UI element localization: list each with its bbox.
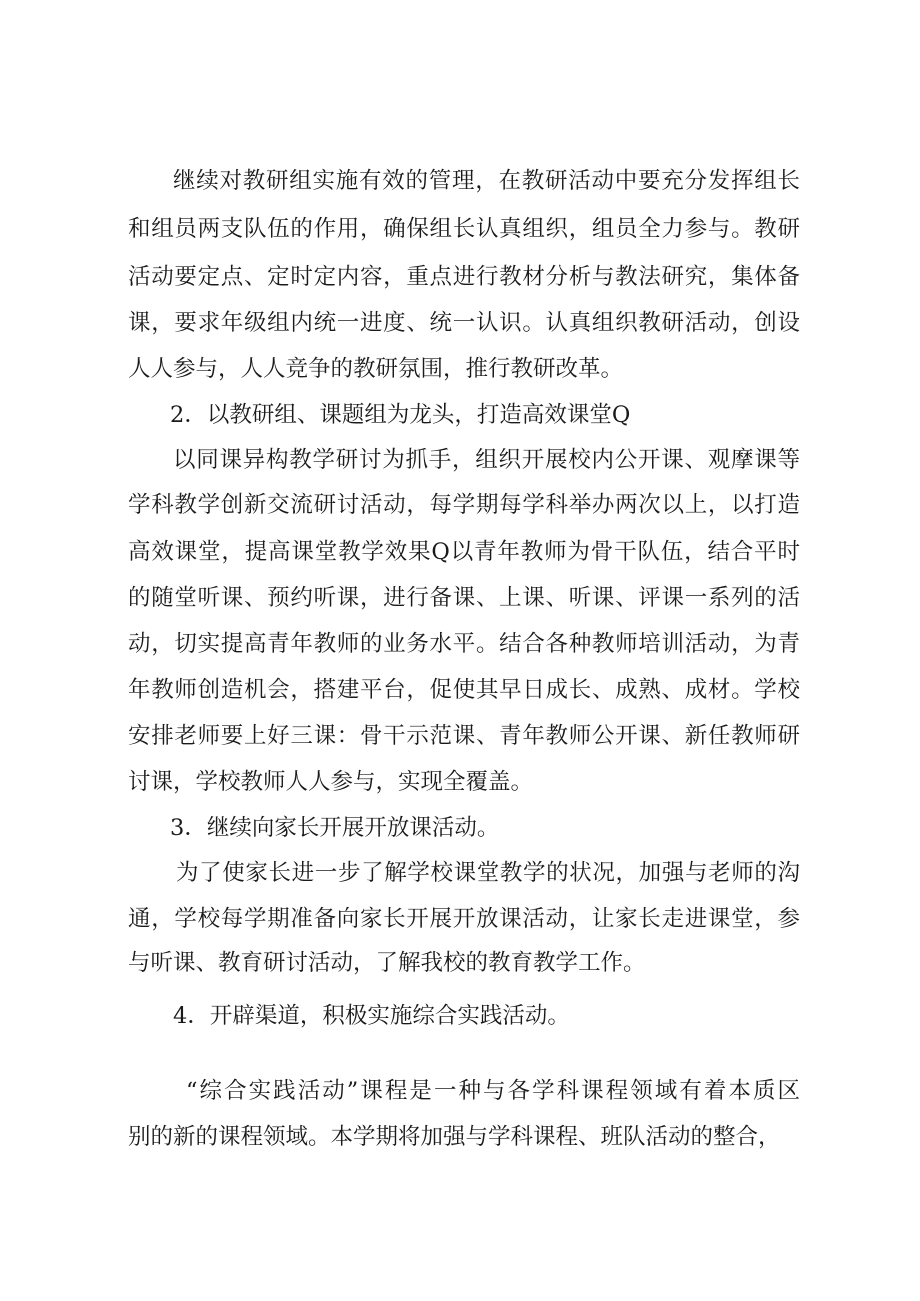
paragraph-2-line-8: 讨课，学校教师人人参与，实现全覆盖。: [128, 769, 534, 795]
paragraph-2-line-2: 学科教学创新交流研讨活动，每学期每学科举办两次以上，以打造: [128, 492, 800, 518]
paragraph-2-line-4: 的随堂听课、预约听课，进行备课、上课、听课、评课一系列的活: [128, 585, 800, 611]
paragraph-2-line-1: 以同课异构教学研讨为抓手，组织开展校内公开课、观摩课等: [173, 447, 800, 473]
paragraph-3-line-2: 通，学校每学期准备向家长开展开放课活动，让家长走进课堂，参: [128, 906, 800, 932]
paragraph-3-line-3: 与听课、教育研讨活动，了解我校的教育教学工作。: [128, 950, 646, 976]
paragraph-2-line-7: 安排老师要上好三课：骨干示范课、青年教师公开课、新任教师研: [128, 723, 800, 749]
paragraph-3-line-1: 为了使家长进一步了解学校课堂教学的状况，加强与老师的沟: [176, 860, 800, 886]
paragraph-1-line-3: 活动要定点、定时定内容，重点进行教材分析与教法研究，集体备: [128, 264, 800, 290]
paragraph-2-line-6: 年教师创造机会，搭建平台，促使其早日成长、成熟、成材。学校: [128, 677, 800, 703]
paragraph-1-line-5: 人人参与，人人竞争的教研氛围，推行教研改革。: [128, 356, 624, 382]
paragraph-1-line-4: 课，要求年级组内统一进度、统一认识。认真组织教研活动，创设: [128, 310, 800, 336]
paragraph-4-line-1: “综合实践活动”课程是一种与各学科课程领域有着本质区: [186, 1078, 800, 1104]
paragraph-4-line-2: 别的新的课程领域。本学期将加强与学科课程、班队活动的整合，: [128, 1124, 781, 1150]
section-heading-2: 2．以教研组、课题组为龙头，打造高效课堂Q: [170, 402, 631, 428]
section-heading-3: 3．继续向家长开展开放课活动。: [170, 815, 500, 841]
paragraph-1-line-1: 继续对教研组实施有效的管理，在教研活动中要充分发挥组长: [173, 168, 800, 194]
paragraph-1-line-2: 和组员两支队伍的作用，确保组长认真组织，组员全力参与。教研: [128, 216, 800, 242]
section-heading-4: 4．开辟渠道，积极实施综合实践活动。: [173, 1003, 570, 1029]
paragraph-2-line-5: 动，切实提高青年教师的业务水平。结合各种教师培训活动，为青: [128, 631, 800, 657]
paragraph-2-line-3: 高效课堂，提高课堂教学效果Q以青年教师为骨干队伍，结合平时: [128, 539, 800, 565]
